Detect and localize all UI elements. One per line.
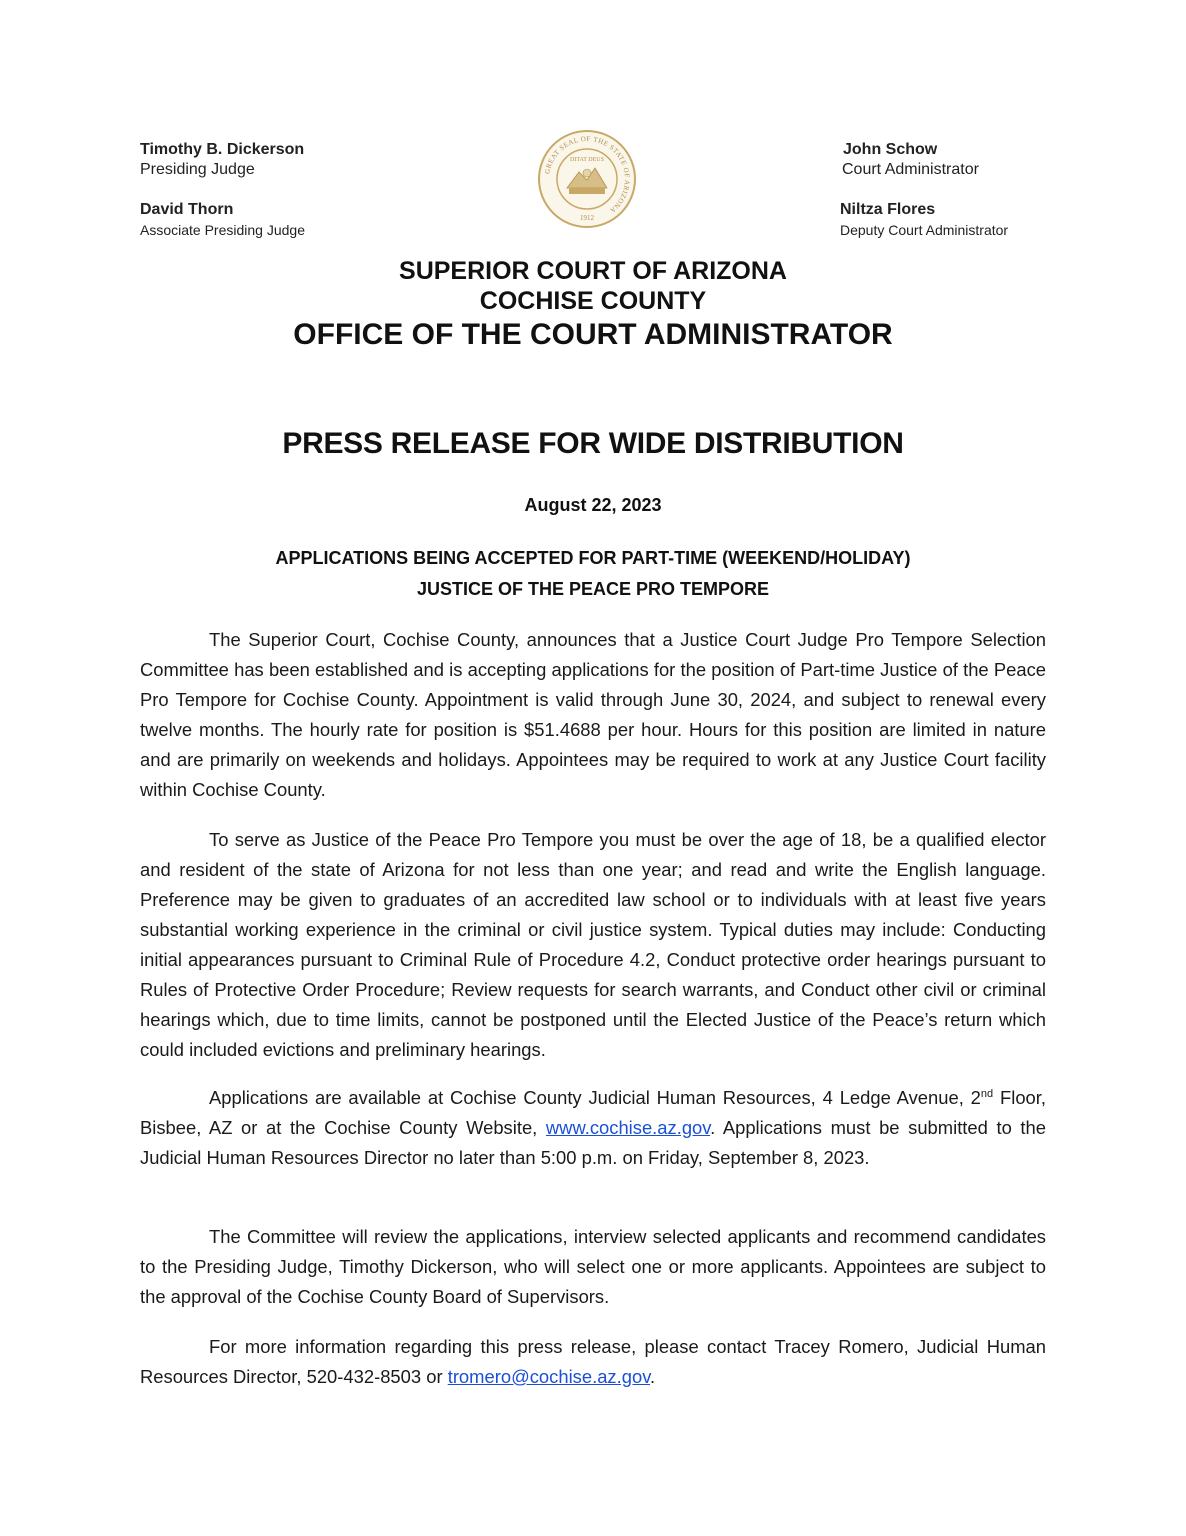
court-office-title: OFFICE OF THE COURT ADMINISTRATOR xyxy=(293,318,893,351)
seal-year: 1912 xyxy=(580,214,594,222)
paragraph-announcement: The Superior Court, Cochise County, announces that a Justice Court Judge Pro Tempore Selection Committee has been established and is accepting applications for the position of Part-time Justice of the Peace Pro Tempore for Cochise County. Appointment is valid through June 30, 2024, and subject to renewal every twelve months. The hourly rate for position is $51.4688 per hour. Hours for this position are limited in nature and are primarily on weekends and holidays. Appointees may be required to work at any Justice Court facility within Cochise County. xyxy=(140,629,1046,800)
paragraph-contact: For more information regarding this press release, please contact Tracey Romero, Judicial Human Resources Director, 520-432-8503 or tromero@cochise.az.gov. xyxy=(140,1336,1046,1387)
court-administrator-name: John Schow xyxy=(843,141,938,158)
press-release-heading: PRESS RELEASE FOR WIDE DISTRIBUTION xyxy=(282,427,904,460)
presiding-judge-name: Timothy B. Dickerson xyxy=(140,141,305,158)
deputy-administrator-title: Deputy Court Administrator xyxy=(840,222,1009,238)
court-name-line2: COCHISE COUNTY xyxy=(479,287,707,315)
associate-judge-title: Associate Presiding Judge xyxy=(140,222,305,238)
website-link[interactable]: www.cochise.az.gov xyxy=(545,1117,711,1138)
release-date: August 22, 2023 xyxy=(524,495,662,515)
seal-motto: DITAT DEUS xyxy=(570,157,604,163)
paragraph-qualifications: To serve as Justice of the Peace Pro Tempore you must be over the age of 18, be a qualified elector and resident of the state of Arizona for not less than one year; and read and write the English language. Preference may be given to graduates of an accredited law school or to individuals with at least five years substantial working experience in the criminal or civil justice system. Typical duties may include: Conducting initial appearances pursuant to Criminal Rule of Procedure 4.2, Conduct protective order hearings pursuant to Rules of Protective Order Procedure; Review requests for search warrants, and Conduct other civil or criminal hearings which, due to time limits, cannot be postponed until the Elected Justice of the Peace’s return which could included evictions and preliminary hearings. xyxy=(140,829,1046,1060)
paragraph-committee: The Committee will review the applications, interview selected applicants and recommend candidates to the Presiding Judge, Timothy Dickerson, who will select one or more applicants. Appointees are subject to the approval of the Cochise County Board of Supervisors. xyxy=(140,1226,1046,1307)
deputy-administrator-name: Niltza Flores xyxy=(840,201,936,218)
release-subhead-line2: JUSTICE OF THE PEACE PRO TEMPORE xyxy=(416,579,770,599)
paragraph-applications: Applications are available at Cochise County Judicial Human Resources, 4 Ledge Avenue, 2nd Floor, Bisbee, AZ or at the Cochise County Website, www.cochise.az.gov. Applications must be submitted to the Judicial Human Resources Director no later than 5:00 p.m. on Friday, September 8, 2023. xyxy=(140,1087,1046,1168)
associate-judge-name: David Thorn xyxy=(140,201,234,218)
court-administrator-title: Court Administrator xyxy=(842,161,979,178)
release-subhead-line1: APPLICATIONS BEING ACCEPTED FOR PART-TIME (WEEKEND/HOLIDAY) xyxy=(275,548,911,568)
court-name-line1: SUPERIOR COURT OF ARIZONA xyxy=(399,257,787,285)
arizona-state-seal xyxy=(537,128,637,230)
email-link[interactable]: tromero@cochise.az.gov xyxy=(447,1366,651,1387)
presiding-judge-title: Presiding Judge xyxy=(140,161,255,178)
seal-ring-text: GREAT SEAL OF THE STATE OF ARIZONA xyxy=(543,134,632,215)
